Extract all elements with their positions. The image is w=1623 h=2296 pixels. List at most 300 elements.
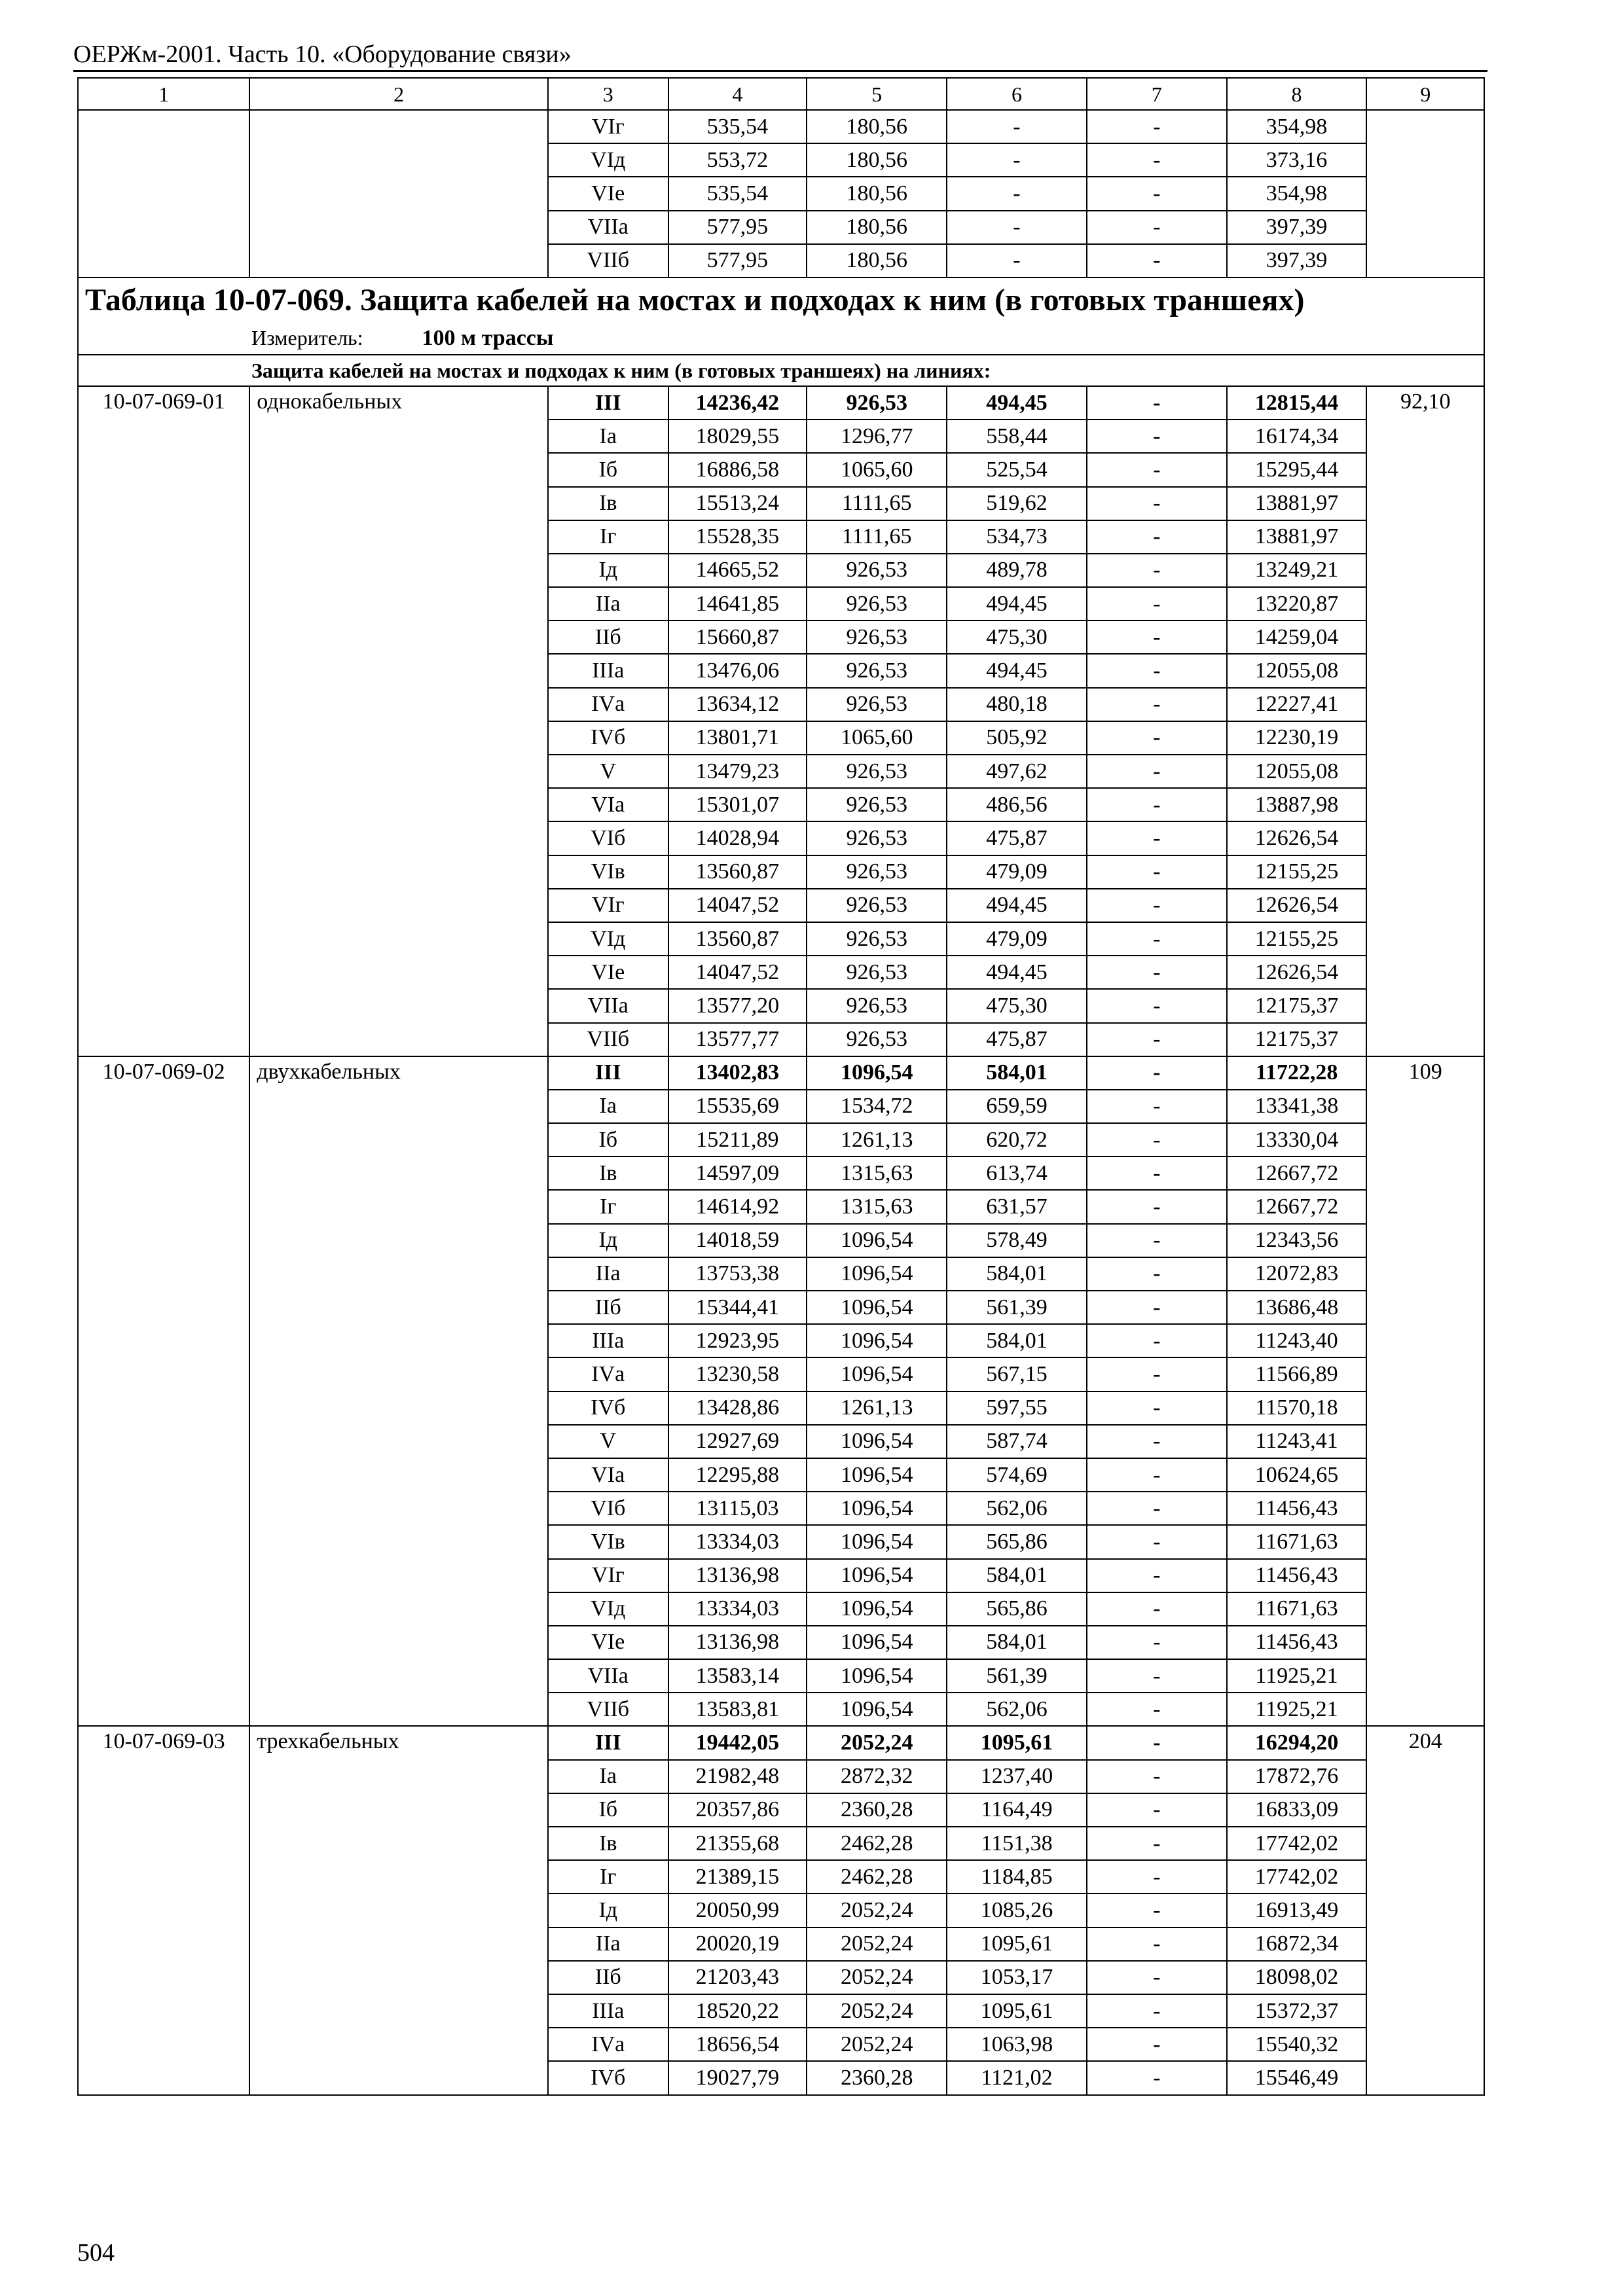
zone-cell: Iа (548, 1760, 668, 1793)
materials-cost-cell: 16872,34 (1227, 1928, 1367, 1961)
machine-cost-cell: 565,86 (947, 1525, 1087, 1558)
section-header-text: Защита кабелей на мостах и подходах к ним (в готовых траншеях) на линиях: (251, 358, 991, 382)
materials-cost-cell: 11456,43 (1227, 1559, 1367, 1592)
materials-cost-cell: 11671,63 (1227, 1592, 1367, 1626)
machine-cost-cell: 584,01 (947, 1559, 1087, 1592)
total-cost-cell: 14047,52 (668, 889, 807, 922)
total-cost-cell: 15535,69 (668, 1090, 807, 1123)
materials-cost-cell: 11722,28 (1227, 1056, 1367, 1090)
machine-cost-cell: 1237,40 (947, 1760, 1087, 1793)
zone-cell: IIа (548, 1257, 668, 1291)
table-row (78, 386, 1484, 420)
rate-code: 10-07-069-03 (78, 1726, 249, 2094)
total-cost-cell: 13583,14 (668, 1659, 807, 1693)
work-name: однокабельных (249, 386, 548, 1056)
operator-pay-cell: - (1087, 1425, 1227, 1458)
total-cost-cell: 13428,86 (668, 1391, 807, 1425)
operator-pay-cell: - (1087, 211, 1227, 244)
labor-hours-cell: 92,10 (1366, 386, 1484, 1056)
materials-cost-cell: 13686,48 (1227, 1291, 1367, 1324)
total-cost-cell: 14028,94 (668, 821, 807, 855)
materials-cost-cell: 17742,02 (1227, 1827, 1367, 1860)
materials-cost-cell: 12667,72 (1227, 1190, 1367, 1223)
machine-cost-cell: 659,59 (947, 1090, 1087, 1123)
zone-cell: IIб (548, 620, 668, 654)
machine-cost-cell: 497,62 (947, 755, 1087, 788)
materials-cost-cell: 11925,21 (1227, 1693, 1367, 1726)
zone-cell: III (548, 386, 668, 420)
materials-cost-cell: 13887,98 (1227, 788, 1367, 821)
labor-cost-cell: 926,53 (807, 889, 947, 922)
materials-cost-cell: 12072,83 (1227, 1257, 1367, 1291)
machine-cost-cell: 494,45 (947, 956, 1087, 989)
materials-cost-cell: 11570,18 (1227, 1391, 1367, 1425)
machine-cost-cell: 494,45 (947, 654, 1087, 687)
machine-cost-cell: 525,54 (947, 453, 1087, 486)
zone-cell: V (548, 755, 668, 788)
zone-cell: IIб (548, 1291, 668, 1324)
machine-cost-cell: 597,55 (947, 1391, 1087, 1425)
zone-cell: IIа (548, 1928, 668, 1961)
total-cost-cell: 535,54 (668, 177, 807, 210)
zone-cell: Iг (548, 520, 668, 554)
labor-cost-cell: 2052,24 (807, 2028, 947, 2061)
operator-pay-cell: - (1087, 1893, 1227, 1927)
materials-cost-cell: 12815,44 (1227, 386, 1367, 420)
materials-cost-cell: 12155,25 (1227, 922, 1367, 956)
machine-cost-cell: 1095,61 (947, 1928, 1087, 1961)
machine-cost-cell: 1151,38 (947, 1827, 1087, 1860)
machine-cost-cell: 475,87 (947, 821, 1087, 855)
labor-cost-cell: 2462,28 (807, 1827, 947, 1860)
operator-pay-cell: - (1087, 1693, 1227, 1726)
machine-cost-cell: 562,06 (947, 1693, 1087, 1726)
materials-cost-cell: 12343,56 (1227, 1224, 1367, 1257)
labor-cost-cell: 180,56 (807, 211, 947, 244)
operator-pay-cell: - (1087, 1257, 1227, 1291)
operator-pay-cell: - (1087, 1592, 1227, 1626)
column-number: 6 (947, 78, 1087, 110)
column-number: 7 (1087, 78, 1227, 110)
labor-cost-cell: 2360,28 (807, 1793, 947, 1827)
materials-cost-cell: 12175,37 (1227, 989, 1367, 1022)
operator-pay-cell: - (1087, 177, 1227, 210)
operator-pay-cell: - (1087, 143, 1227, 177)
measure-value: 100 м трассы (422, 326, 554, 351)
zone-cell: VIе (548, 1626, 668, 1659)
total-cost-cell: 16886,58 (668, 453, 807, 486)
operator-pay-cell: - (1087, 1157, 1227, 1190)
machine-cost-cell: 561,39 (947, 1291, 1087, 1324)
zone-cell: VIIб (548, 244, 668, 278)
labor-cost-cell: 1096,54 (807, 1559, 947, 1592)
work-name (249, 110, 548, 278)
machine-cost-cell: 1184,85 (947, 1860, 1087, 1893)
total-cost-cell: 13801,71 (668, 721, 807, 755)
machine-cost-cell: 558,44 (947, 420, 1087, 453)
machine-cost-cell: 561,39 (947, 1659, 1087, 1693)
labor-cost-cell: 926,53 (807, 587, 947, 620)
column-number: 9 (1366, 78, 1484, 110)
machine-cost-cell: 1063,98 (947, 2028, 1087, 2061)
table-title: Таблица 10-07-069. Защита кабелей на мостах и подходах к ним (в готовых траншеях) (78, 278, 1484, 323)
machine-cost-cell: - (947, 143, 1087, 177)
operator-pay-cell: - (1087, 1492, 1227, 1525)
zone-cell: Iд (548, 1224, 668, 1257)
column-number: 4 (668, 78, 807, 110)
operator-pay-cell: - (1087, 1056, 1227, 1090)
total-cost-cell: 13136,98 (668, 1559, 807, 1592)
machine-cost-cell: 587,74 (947, 1425, 1087, 1458)
labor-cost-cell: 1096,54 (807, 1357, 947, 1391)
operator-pay-cell: - (1087, 1659, 1227, 1693)
zone-cell: Iд (548, 1893, 668, 1927)
operator-pay-cell: - (1087, 1793, 1227, 1827)
total-cost-cell: 20020,19 (668, 1928, 807, 1961)
measure-label: Измеритель: (251, 326, 363, 350)
machine-cost-cell: 494,45 (947, 587, 1087, 620)
zone-cell: IVа (548, 1357, 668, 1391)
labor-cost-cell: 926,53 (807, 755, 947, 788)
materials-cost-cell: 13881,97 (1227, 487, 1367, 520)
zone-cell: VIе (548, 956, 668, 989)
total-cost-cell: 21203,43 (668, 1961, 807, 1994)
labor-cost-cell: 1096,54 (807, 1659, 947, 1693)
materials-cost-cell: 16294,20 (1227, 1726, 1367, 1759)
labor-cost-cell: 926,53 (807, 554, 947, 587)
labor-cost-cell: 2462,28 (807, 1860, 947, 1893)
materials-cost-cell: 13249,21 (1227, 554, 1367, 587)
materials-cost-cell: 13341,38 (1227, 1090, 1367, 1123)
total-cost-cell: 14236,42 (668, 386, 807, 420)
operator-pay-cell: - (1087, 721, 1227, 755)
zone-cell: Iб (548, 1793, 668, 1827)
labor-cost-cell: 1096,54 (807, 1626, 947, 1659)
materials-cost-cell: 14259,04 (1227, 620, 1367, 654)
materials-cost-cell: 11566,89 (1227, 1357, 1367, 1391)
materials-cost-cell: 12055,08 (1227, 755, 1367, 788)
zone-cell: V (548, 1425, 668, 1458)
operator-pay-cell: - (1087, 1726, 1227, 1759)
operator-pay-cell: - (1087, 1928, 1227, 1961)
page-number: 504 (77, 2239, 115, 2267)
operator-pay-cell: - (1087, 889, 1227, 922)
rate-code (78, 110, 249, 278)
operator-pay-cell: - (1087, 1123, 1227, 1157)
labor-hours-cell (1366, 110, 1484, 278)
table-body (78, 78, 1484, 2095)
machine-cost-cell: 584,01 (947, 1626, 1087, 1659)
zone-cell: IVб (548, 1391, 668, 1425)
materials-cost-cell: 16833,09 (1227, 1793, 1367, 1827)
total-cost-cell: 13583,81 (668, 1693, 807, 1726)
materials-cost-cell: 15546,49 (1227, 2061, 1367, 2094)
operator-pay-cell: - (1087, 487, 1227, 520)
operator-pay-cell: - (1087, 1860, 1227, 1893)
labor-cost-cell: 926,53 (807, 386, 947, 420)
total-cost-cell: 15513,24 (668, 487, 807, 520)
zone-cell: VIIб (548, 1693, 668, 1726)
machine-cost-cell: 567,15 (947, 1357, 1087, 1391)
table-title-row (78, 278, 1484, 323)
machine-cost-cell: 479,09 (947, 922, 1087, 956)
zone-cell: VIв (548, 855, 668, 889)
machine-cost-cell: 1053,17 (947, 1961, 1087, 1994)
total-cost-cell: 13577,20 (668, 989, 807, 1022)
total-cost-cell: 14614,92 (668, 1190, 807, 1223)
labor-cost-cell: 1096,54 (807, 1056, 947, 1090)
materials-cost-cell: 13220,87 (1227, 587, 1367, 620)
operator-pay-cell: - (1087, 1391, 1227, 1425)
materials-cost-cell: 354,98 (1227, 110, 1367, 143)
table-row (78, 1056, 1484, 1090)
materials-cost-cell: 354,98 (1227, 177, 1367, 210)
materials-cost-cell: 11456,43 (1227, 1492, 1367, 1525)
materials-cost-cell: 16913,49 (1227, 1893, 1367, 1927)
work-name: трехкабельных (249, 1726, 548, 2094)
operator-pay-cell: - (1087, 1357, 1227, 1391)
operator-pay-cell: - (1087, 855, 1227, 889)
labor-cost-cell: 926,53 (807, 620, 947, 654)
materials-cost-cell: 12055,08 (1227, 654, 1367, 687)
total-cost-cell: 18656,54 (668, 2028, 807, 2061)
total-cost-cell: 13577,77 (668, 1023, 807, 1056)
operator-pay-cell: - (1087, 1291, 1227, 1324)
zone-cell: III (548, 1056, 668, 1090)
total-cost-cell: 15301,07 (668, 788, 807, 821)
labor-cost-cell: 1096,54 (807, 1224, 947, 1257)
labor-hours-cell: 109 (1366, 1056, 1484, 1727)
materials-cost-cell: 15372,37 (1227, 1994, 1367, 2028)
machine-cost-cell: - (947, 244, 1087, 278)
labor-cost-cell: 1096,54 (807, 1291, 947, 1324)
total-cost-cell: 19027,79 (668, 2061, 807, 2094)
operator-pay-cell: - (1087, 1626, 1227, 1659)
materials-cost-cell: 397,39 (1227, 211, 1367, 244)
machine-cost-cell: 494,45 (947, 889, 1087, 922)
machine-cost-cell: 475,30 (947, 620, 1087, 654)
zone-cell: IIIа (548, 654, 668, 687)
total-cost-cell: 15211,89 (668, 1123, 807, 1157)
labor-cost-cell: 1096,54 (807, 1693, 947, 1726)
total-cost-cell: 21982,48 (668, 1760, 807, 1793)
machine-cost-cell: 1164,49 (947, 1793, 1087, 1827)
materials-cost-cell: 12230,19 (1227, 721, 1367, 755)
zone-cell: IVб (548, 721, 668, 755)
machine-cost-cell: 1121,02 (947, 2061, 1087, 2094)
zone-cell: IVб (548, 2061, 668, 2094)
total-cost-cell: 18520,22 (668, 1994, 807, 2028)
norms-table (77, 77, 1485, 2096)
operator-pay-cell: - (1087, 1090, 1227, 1123)
machine-cost-cell: 562,06 (947, 1492, 1087, 1525)
zone-cell: IIIа (548, 1994, 668, 2028)
zone-cell: III (548, 1726, 668, 1759)
operator-pay-cell: - (1087, 2028, 1227, 2061)
zone-cell: Iг (548, 1860, 668, 1893)
materials-cost-cell: 373,16 (1227, 143, 1367, 177)
zone-cell: VIа (548, 788, 668, 821)
machine-cost-cell: 534,73 (947, 520, 1087, 554)
materials-cost-cell: 11671,63 (1227, 1525, 1367, 1558)
column-number: 1 (78, 78, 249, 110)
materials-cost-cell: 13330,04 (1227, 1123, 1367, 1157)
labor-cost-cell: 2360,28 (807, 2061, 947, 2094)
zone-cell: Iг (548, 1190, 668, 1223)
materials-cost-cell: 15295,44 (1227, 453, 1367, 486)
total-cost-cell: 13560,87 (668, 855, 807, 889)
zone-cell: VIд (548, 1592, 668, 1626)
materials-cost-cell: 16174,34 (1227, 420, 1367, 453)
operator-pay-cell: - (1087, 1827, 1227, 1860)
total-cost-cell: 15660,87 (668, 620, 807, 654)
total-cost-cell: 12923,95 (668, 1324, 807, 1357)
materials-cost-cell: 12227,41 (1227, 688, 1367, 721)
zone-cell: VIIа (548, 989, 668, 1022)
operator-pay-cell: - (1087, 1994, 1227, 2028)
machine-cost-cell: 565,86 (947, 1592, 1087, 1626)
total-cost-cell: 18029,55 (668, 420, 807, 453)
zone-cell: Iв (548, 1827, 668, 1860)
zone-cell: Iв (548, 487, 668, 520)
materials-cost-cell: 11243,40 (1227, 1324, 1367, 1357)
total-cost-cell: 20050,99 (668, 1893, 807, 1927)
machine-cost-cell: 584,01 (947, 1324, 1087, 1357)
running-header: ОЕРЖм-2001. Часть 10. «Оборудование связи» (73, 38, 1487, 72)
table-row (78, 110, 1484, 143)
materials-cost-cell: 11925,21 (1227, 1659, 1367, 1693)
operator-pay-cell: - (1087, 788, 1227, 821)
labor-cost-cell: 2052,24 (807, 1726, 947, 1759)
total-cost-cell: 12927,69 (668, 1425, 807, 1458)
labor-cost-cell: 1096,54 (807, 1425, 947, 1458)
materials-cost-cell: 12626,54 (1227, 956, 1367, 989)
total-cost-cell: 13115,03 (668, 1492, 807, 1525)
labor-hours-cell: 204 (1366, 1726, 1484, 2094)
zone-cell: IIб (548, 1961, 668, 1994)
zone-cell: VIIа (548, 211, 668, 244)
zone-cell: Iа (548, 420, 668, 453)
machine-cost-cell: 613,74 (947, 1157, 1087, 1190)
machine-cost-cell: 479,09 (947, 855, 1087, 889)
column-numbers-row (78, 78, 1484, 110)
operator-pay-cell: - (1087, 1023, 1227, 1056)
materials-cost-cell: 12626,54 (1227, 889, 1367, 922)
zone-cell: VIг (548, 110, 668, 143)
labor-cost-cell: 926,53 (807, 654, 947, 687)
labor-cost-cell: 1065,60 (807, 453, 947, 486)
total-cost-cell: 14641,85 (668, 587, 807, 620)
machine-cost-cell: 574,69 (947, 1458, 1087, 1492)
operator-pay-cell: - (1087, 1760, 1227, 1793)
total-cost-cell: 13230,58 (668, 1357, 807, 1391)
labor-cost-cell: 1315,63 (807, 1157, 947, 1190)
operator-pay-cell: - (1087, 554, 1227, 587)
zone-cell: VIв (548, 1525, 668, 1558)
operator-pay-cell: - (1087, 688, 1227, 721)
machine-cost-cell: - (947, 177, 1087, 210)
operator-pay-cell: - (1087, 2061, 1227, 2094)
operator-pay-cell: - (1087, 244, 1227, 278)
materials-cost-cell: 397,39 (1227, 244, 1367, 278)
labor-cost-cell: 2052,24 (807, 1961, 947, 1994)
column-number: 3 (548, 78, 668, 110)
materials-cost-cell: 17872,76 (1227, 1760, 1367, 1793)
materials-cost-cell: 10624,65 (1227, 1458, 1367, 1492)
labor-cost-cell: 2052,24 (807, 1994, 947, 2028)
labor-cost-cell: 1111,65 (807, 487, 947, 520)
materials-cost-cell: 12626,54 (1227, 821, 1367, 855)
column-number: 5 (807, 78, 947, 110)
zone-cell: VIIа (548, 1659, 668, 1693)
machine-cost-cell: 620,72 (947, 1123, 1087, 1157)
labor-cost-cell: 1096,54 (807, 1492, 947, 1525)
labor-cost-cell: 2052,24 (807, 1893, 947, 1927)
machine-cost-cell: 584,01 (947, 1056, 1087, 1090)
machine-cost-cell: 480,18 (947, 688, 1087, 721)
labor-cost-cell: 926,53 (807, 922, 947, 956)
zone-cell: IVа (548, 2028, 668, 2061)
materials-cost-cell: 12155,25 (1227, 855, 1367, 889)
section-header-row (78, 355, 1484, 386)
machine-cost-cell: 475,30 (947, 989, 1087, 1022)
operator-pay-cell: - (1087, 1224, 1227, 1257)
column-number: 2 (249, 78, 548, 110)
zone-cell: IIа (548, 587, 668, 620)
table-row (78, 1726, 1484, 1759)
total-cost-cell: 13634,12 (668, 688, 807, 721)
zone-cell: Iб (548, 1123, 668, 1157)
total-cost-cell: 14018,59 (668, 1224, 807, 1257)
total-cost-cell: 13402,83 (668, 1056, 807, 1090)
labor-cost-cell: 180,56 (807, 177, 947, 210)
column-number: 8 (1227, 78, 1367, 110)
labor-cost-cell: 180,56 (807, 110, 947, 143)
total-cost-cell: 14597,09 (668, 1157, 807, 1190)
machine-cost-cell: 1085,26 (947, 1893, 1087, 1927)
operator-pay-cell: - (1087, 453, 1227, 486)
operator-pay-cell: - (1087, 420, 1227, 453)
labor-cost-cell: 1096,54 (807, 1257, 947, 1291)
labor-cost-cell: 926,53 (807, 956, 947, 989)
machine-cost-cell: - (947, 211, 1087, 244)
labor-cost-cell: 1296,77 (807, 420, 947, 453)
operator-pay-cell: - (1087, 620, 1227, 654)
machine-cost-cell: 519,62 (947, 487, 1087, 520)
machine-cost-cell: 489,78 (947, 554, 1087, 587)
total-cost-cell: 21389,15 (668, 1860, 807, 1893)
labor-cost-cell: 180,56 (807, 244, 947, 278)
zone-cell: VIа (548, 1458, 668, 1492)
total-cost-cell: 13476,06 (668, 654, 807, 687)
labor-cost-cell: 926,53 (807, 855, 947, 889)
materials-cost-cell: 18098,02 (1227, 1961, 1367, 1994)
labor-cost-cell: 1111,65 (807, 520, 947, 554)
labor-cost-cell: 1315,63 (807, 1190, 947, 1223)
operator-pay-cell: - (1087, 587, 1227, 620)
total-cost-cell: 13560,87 (668, 922, 807, 956)
operator-pay-cell: - (1087, 755, 1227, 788)
labor-cost-cell: 2872,32 (807, 1760, 947, 1793)
labor-cost-cell: 926,53 (807, 688, 947, 721)
operator-pay-cell: - (1087, 1190, 1227, 1223)
total-cost-cell: 577,95 (668, 244, 807, 278)
total-cost-cell: 13753,38 (668, 1257, 807, 1291)
operator-pay-cell: - (1087, 821, 1227, 855)
materials-cost-cell: 17742,02 (1227, 1860, 1367, 1893)
labor-cost-cell: 1096,54 (807, 1324, 947, 1357)
operator-pay-cell: - (1087, 1458, 1227, 1492)
